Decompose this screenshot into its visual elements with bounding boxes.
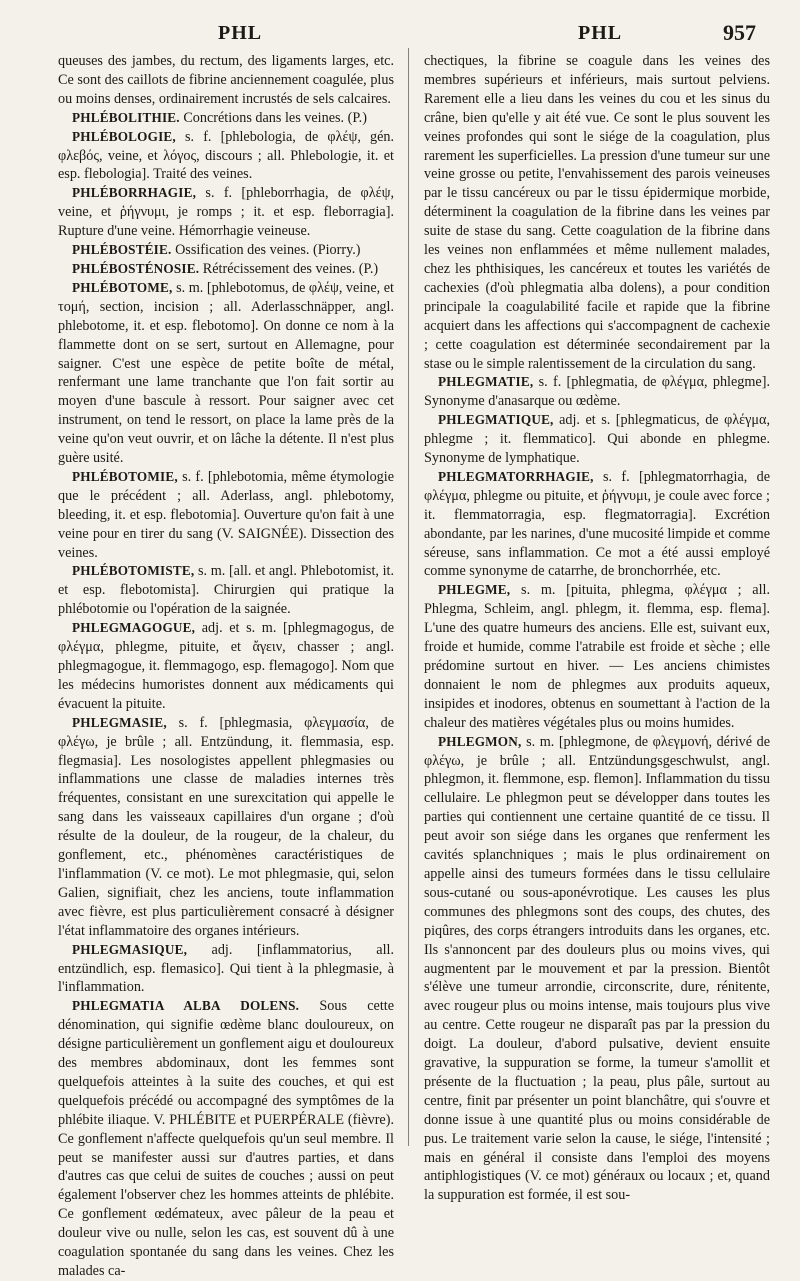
running-head-left: PHL	[218, 22, 263, 44]
entry-headword: PHLEGMATORRHAGIE,	[438, 468, 594, 484]
entry-headword: PHLEGME,	[438, 582, 511, 598]
entry-headword: PHLÉBOTOME,	[72, 279, 173, 295]
entry-headword: PHLEGMATIQUE,	[438, 412, 554, 428]
dictionary-entry	[58, 468, 394, 563]
dictionary-entry	[424, 52, 770, 373]
entry-headword: PHLEGMAGOGUE,	[72, 620, 196, 636]
entry-text: s. f. [phleborrhagia, de φλέψ, veine, et ῥήγνυμι, je romps ; it. et esp. fleborragia]. Rupture d'une veine. Hémorrhagie veineuse.	[58, 185, 395, 240]
left-column	[58, 52, 395, 1279]
entry-headword: PHLEGMASIE,	[72, 714, 167, 730]
entry-headword: PHLÉBORRHAGIE,	[72, 185, 197, 201]
entry-text: s. m. [phlebotomus, de φλέψ, veine, et τομή, section, incision ; all. Aderlasschnäpper, angl. phlebotome, it. et esp. flebotomo]. On donne ce nom à la flammette dont on se sert, surtout en Allemagne, pour saigner. C'est une espèce de petite boîte de métal, renfermant une lame tranchante que l'on fait sortir au moyen d'une bascule à ressort. Pour saigner avec cet instrument, on tend le ressort, on place la lame près de la veine qu'on veut ouvrir, et on lâche la détente. Il n'est plus guère usité.	[58, 279, 395, 467]
entry-text: s. m. [phlegmone, de φλεγμονή, dérivé de φλέγω, je brûle ; all. Entzündungsgeschwulst, angl. phlegmon, it. flemmone, esp. flemon]. Inflammation du tissu cellulaire. Le phlegmon peut se développer dans toutes les parties qui contiennent une certaine quantité de ce tissu. Il peut avoir son siége dans les organes que renferment les cavités splanchniques ; mais le plus ordinairement on appelle ainsi des tumeurs formées dans le tissu cellulaire sous-cutané ou sous-aponévrotique. Les causes les plus communes des phlegmons sont des coups, des chutes, des piqûres, des corps étrangers introduits dans les organes, etc. Ils s'annoncent par des douleurs plus ou moins vives, qui augmentent par le mouvement et par la pression. Bientôt s'élève une tumeur arrondie, circonscrite, dure, rénitente, avec rougeur plus ou moins intense, mais toujours plus vive au centre. Cette rougeur ne disparaît pas par la pression du doigt. La douleur, d'abord pulsative, devient ensuite gravative, la suppuration se forme, la tumeur s'amollit et présente de la fluctuation ; la peau, plus pâle, surtout au centre, finit par présenter un point blanchâtre, qui s'ouvre et donne issue à une quantité plus ou moins considérable de pus. Le traitement varie selon la cause, le siége, l'intensité ; mais en général il consiste dans l'emploi des moyens antiphlogistiques (V. ce mot) généraux ou locaux ; et, quand la suppuration est formée, il est sou-	[424, 733, 770, 1204]
entry-text: s. f. [phlebologia, de φλέψ, gén. φλεβός, veine, et λόγος, discours ; all. Phlebologie, it. et esp. flebologia]. Traité des veines.	[58, 128, 395, 183]
running-head-right: PHL	[578, 22, 623, 44]
dictionary-entry	[58, 52, 394, 109]
entry-text: Rétrécissement des veines. (P.)	[202, 260, 379, 277]
entry-text: chectiques, la fibrine se coagule dans les veines des membres supérieurs et inférieurs, mais surtout pelviens. Rarement elle a lieu dans les veines du cou et les sinus du crâne, bien qu'elle y ait été vue. Ce sont le plus souvent les veines profondes qui sont le siége de la coagulation, plus rarement les superficielles. La pression d'une tumeur sur une veine grosse ou petite, l'envahissement des parois veineuses par le tissu cancéreux ou par le tissu épidermique morbide, déterminent la coagulation de la fibrine dans les veines par suite de stase du sang. Cette coagulation de la fibrine dans les veines non enflammées et même nullement malades, chez les phthisiques, les cancéreux et toutes les variétés de cachexies (d'où phlegmatia alba dolens), a pour condition principale la coagulabilité facile et rapide que la fibrine acquiert dans les affections qui s'accompagnent de cachexie ; cette coagulation est déterminée secondairement par la stase ou le simple ralentissement de la circulation du sang.	[424, 53, 770, 372]
entry-text: Ossification des veines. (Piorry.)	[175, 242, 361, 259]
entry-headword: PHLÉBOLOGIE,	[72, 128, 176, 144]
entry-headword: PHLEGMON,	[438, 733, 522, 749]
entry-headword: PHLÉBOTOMISTE,	[72, 563, 195, 579]
entry-text: Sous cette dénomination, qui signifie œdème blanc douloureux, on désigne particulièrement un gonflement aigu et douloureux des membres abdominaux, dont les femmes sont quelquefois atteintes à la suite des couches, et qui est quelquefois précédé ou accompagné des symptômes de la phlébite iliaque. V. PHLÉBITE et PUERPÉRALE (fièvre). Ce gonflement n'affecte quelquefois qu'un seul membre. Il peut se manifester aussi sur d'autres parties, et dans d'autres cas que celui de suites de couches ; aussi on peut également l'observer chez les hommes atteints de phlébite. Ce gonflement œdémateux, avec pâleur de la peau et douleur vive ou nulle, selon les cas, est souvent dû à une coagulation spontanée du sang dans les veines. Chez les malades ca-	[58, 998, 394, 1279]
dictionary-entry	[58, 241, 394, 260]
dictionary-entry	[58, 128, 394, 185]
entry-text: adj. [inflammatorius, all. entzündlich, esp. flemasico]. Qui tient à la phlegmasie, à l'inflammation.	[58, 941, 394, 996]
entry-text: s. f. [phlegmatia, de φλέγμα, phlegme]. Synonyme d'anasarque ou œdème.	[424, 374, 770, 410]
entry-headword: PHLEGMASIQUE,	[72, 941, 188, 957]
entry-text: adj. et s. m. [phlegmagogus, de φλέγμα, phlegme, pituite, et ἄγειν, chasser ; angl. phlegmagogue, it. flemmagogo, esp. flemagogo]. Nom que les médecins humoristes donnent aux médicaments qui évacuent la pituite.	[58, 620, 395, 712]
entry-text: adj. et s. [phlegmaticus, de φλέγμα, phlegme ; it. flemmatico]. Qui abonde en phlegme. Synonyme de lymphatique.	[424, 412, 770, 467]
dictionary-entry	[424, 411, 770, 468]
dictionary-entry	[58, 109, 394, 128]
page-number: 957	[723, 20, 756, 45]
dictionary-entry	[58, 279, 394, 468]
entry-text: s. f. [phlegmasia, φλεγμασία, de φλέγω, je brûle ; all. Entzündung, it. flemmasia, esp. flegmasia]. Les nosologistes appellent phlegmasies ou inflammations une classe de maladies internes très fréquentes, consistant en une surexcitation qui appelle le sang dans les vaisseaux capillaires d'un organe ; d'où résulte de la douleur, de la rougeur, de la chaleur, du gonflement, etc., phénomènes caractéristiques de l'inflammation (V. ce mot). Le mot phlegmasie, qui, selon Galien, signifiait, chez les anciens, toute inflammation avec fièvre, est plus particulièrement consacré à désigner l'état inflammatoire des organes intérieurs.	[58, 714, 394, 939]
dictionary-entry	[58, 184, 394, 241]
dictionary-entry	[424, 581, 770, 732]
dictionary-entry	[424, 733, 770, 1206]
entry-text: s. m. [pituita, phlegma, φλέγμα ; all. Phlegma, Schleim, angl. phlegm, it. flemma, esp. flema]. L'une des quatre humeurs des anciens. Elle est, suivant eux, froide et humide, comme l'atrabile est froide et sèche ; elle prédomine surtout en hiver. — Les anciens chimistes donnaient le nom de phlegmes aux produits aqueux, insipides et inodores, obtenus en soumettant à l'action de la chaleur des matières végétales plus ou moins humides.	[424, 582, 771, 731]
dictionary-entry	[58, 997, 394, 1281]
entry-text: s. m. [all. et angl. Phlebotomist, it. et esp. flebotomista]. Chirurgien qui pratique la phlébotomie ou l'opération de la saignée.	[58, 563, 394, 618]
entry-headword: PHLÉBOSTÉNOSIE.	[72, 260, 200, 276]
entry-headword: PHLÉBOLITHIE.	[72, 109, 180, 125]
dictionary-entry	[58, 260, 394, 279]
entry-headword: PHLÉBOTOMIE,	[72, 468, 178, 484]
entry-text: s. f. [phlebotomia, même étymologie que le précédent ; all. Aderlass, angl. phlebotomy, bleeding, it. et esp. flebotomia]. Ouverture qu'on fait à une veine pour en tirer du sang (V. SAIGNÉE). Dissection des veines.	[58, 468, 395, 561]
entry-text: queuses des jambes, du rectum, des ligaments larges, etc. Ce sont des caillots de fibrine anciennement coagulée, plus ou moins denses, ordinairement incrustés de sels calcaires.	[58, 53, 394, 107]
entry-headword: PHLEGMATIE,	[438, 374, 534, 390]
column-divider	[408, 48, 409, 1146]
dictionary-entry	[58, 562, 394, 619]
entry-text: s. f. [phlegmatorrhagia, de φλέγμα, phlegme ou pituite, et ῥήγνυμι, je coule avec force ; it. flemmatorragia, esp. flegmatorragia]. Excrétion abondante, par les narines, d'une mucosité limpide et comme séreuse, sans inflammation. Ce mot a été aussi employé comme synonyme de catarrhe, de bronchorrhée, etc.	[424, 468, 770, 580]
entry-text: Concrétions dans les veines. (P.)	[183, 109, 367, 126]
dictionary-entry	[424, 468, 770, 581]
dictionary-entry	[58, 619, 394, 714]
dictionary-entry	[424, 373, 770, 411]
dictionary-entry	[58, 941, 394, 998]
entry-headword: PHLEGMATIA ALBA DOLENS.	[72, 998, 300, 1014]
entry-headword: PHLÉBOSTÉIE.	[72, 242, 172, 258]
right-column	[424, 52, 771, 1204]
dictionary-entry	[58, 714, 394, 941]
